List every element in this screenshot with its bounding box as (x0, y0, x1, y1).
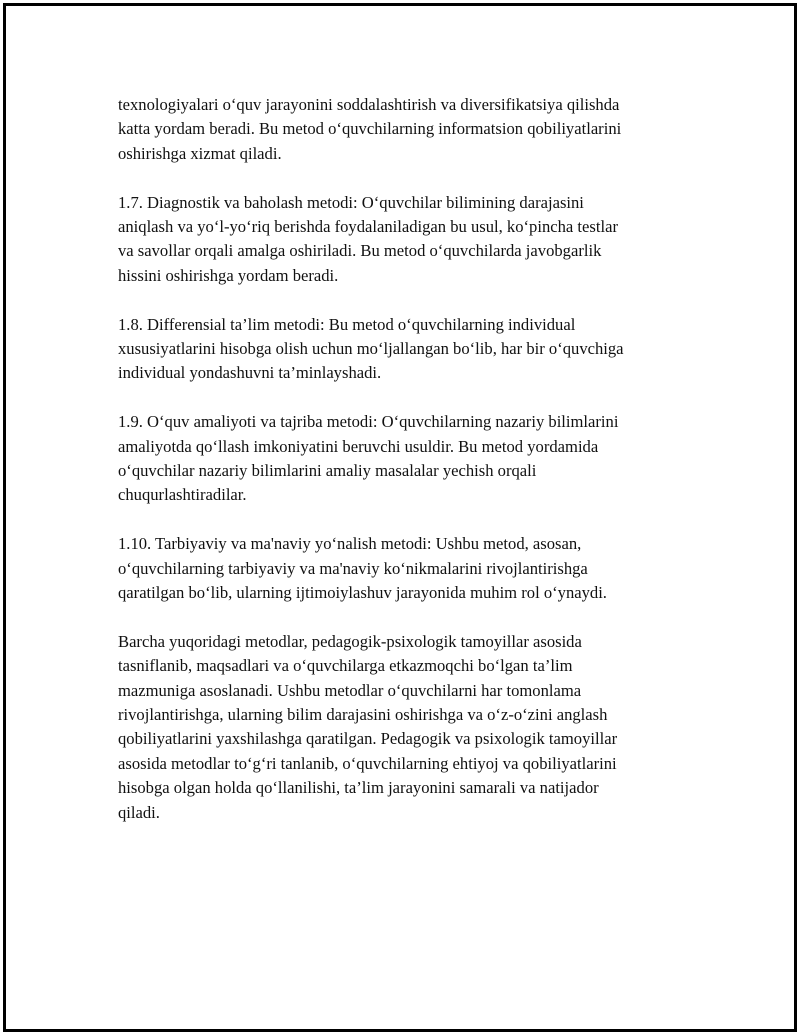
document-body (118, 93, 688, 850)
paragraph-moral-method: 1.10. Tarbiyaviy va ma'naviy yo‘nalish metodi: Ushbu metod, asosan, o‘quvchilarning tarbiyaviy va ma'naviy ko‘nikmalarini rivojlantirishga qaratilgan bo‘lib, ularning ijtimoiylashuv jarayonida muhim rol o‘ynaydi. (118, 534, 607, 603)
paragraph-practice-method: 1.9. O‘quv amaliyoti va tajriba metodi: O‘quvchilarning nazariy bilimlarini amaliyotda qo‘llash imkoniyatini beruvchi usuldir. Bu metod yordamida o‘quvchilar nazariy bilimlarini amaliy masalalar yechish orqali chuqurlashtiradilar. (118, 412, 619, 505)
paragraph-differential-method: 1.8. Differensial ta’lim metodi: Bu metod o‘quvchilarning individual xususiyatlarini hisobga olish uchun mo‘ljallangan bo‘lib, har bir o‘quvchiga individual yondashuvni ta’minlayshadi. (118, 314, 624, 383)
paragraph-conclusion: Barcha yuqoridagi metodlar, pedagogik-psixologik tamoyillar asosida tasniflanib, maqsadlari va o‘quvchilarga etkazmoqchi bo‘lgan ta’lim mazmuniga asoslanadi. Ushbu metodlar o‘quvchilarni har tomonlama rivojlantirishga, ularning bilim darajasini oshirishga va o‘z-o‘zini anglash qobiliyatlarini yaxshilashga qaratilgan. Pedagogik va psixologik tamoyillar asosida metodlar to‘g‘ri tanlanib, o‘quvchilarning ehtiyoj va qobiliyatlarini hisobga olgan holda qo‘llanilishi, ta’lim jarayonini samarali va natijador qiladi. (118, 631, 618, 822)
paragraph-diagnostic-method: 1.7. Diagnostik va baholash metodi: O‘quvchilar bilimining darajasini aniqlash va yo‘l-yo‘riq berishda foydalaniladigan bu usul, ko‘pincha testlar va savollar orqali amalga oshiriladi. Bu metod o‘quvchilarda javobgarlik hissini oshirishga yordam beradi. (118, 192, 618, 285)
paragraph-intro-continuation: texnologiyalari o‘quv jarayonini soddalashtirish va diversifikatsiya qilishda katta yordam beradi. Bu metod o‘quvchilarning informatsion qobiliyatlarini oshirishga xizmat qiladi. (118, 95, 622, 163)
